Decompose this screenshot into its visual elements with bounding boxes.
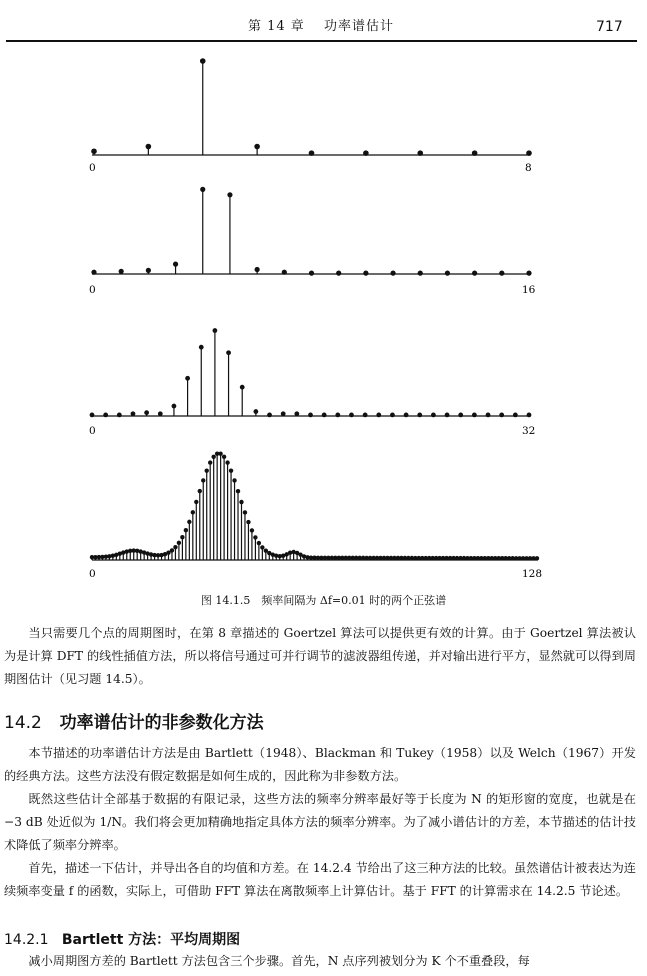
stem-point <box>472 412 477 417</box>
stem-point <box>236 489 240 493</box>
stem-point <box>363 271 368 276</box>
stem-point <box>184 528 188 532</box>
stem-point <box>294 411 299 416</box>
stem-point <box>211 455 215 459</box>
stem-point <box>144 410 149 415</box>
stem-point <box>431 412 436 417</box>
stem-point <box>335 412 340 417</box>
stem-point <box>199 345 204 350</box>
section-title: 功率谱估计的非参数化方法 <box>59 713 264 733</box>
stem-point <box>229 469 233 473</box>
x-tick-label: 16 <box>522 284 536 296</box>
stem-point <box>213 328 218 333</box>
stem-point <box>91 270 96 275</box>
x-tick-label: 32 <box>522 425 536 437</box>
stem-point <box>486 412 491 417</box>
stem-point <box>170 548 174 552</box>
stem-point <box>445 412 450 417</box>
x-tick-label: 128 <box>522 568 543 580</box>
stem-point <box>513 412 518 417</box>
paragraph-intro: 本节描述的功率谱估计方法是由 Bartlett（1948）、Blackman 和 Tukey（1958）以及 Welch（1967）开发的经典方法。这些方法没有假定数据是如何生成的，因此称为非参数方法。 <box>4 746 636 783</box>
stem-point <box>250 528 254 532</box>
stem-point <box>309 271 314 276</box>
stem-point <box>172 404 177 409</box>
stem-point <box>239 500 243 504</box>
stem-point <box>390 412 395 417</box>
stem-point <box>131 411 136 416</box>
subsection-number: 14.2.1 <box>4 932 49 948</box>
stem-point <box>119 269 124 274</box>
stem-point <box>257 541 261 545</box>
stem-point <box>267 412 272 417</box>
paragraph-resolution: 既然这些估计全部基于数据的有限记录，这些方法的频率分辨率最好等于长度为 N 的矩形窗的宽度，也就是在 −3 dB 处近似为 1/N。我们将会更加精确地指定具体方法的频率分辨率。为了减小谱估计的方差，本节描述的估计技术降低了频率分辨率。 <box>4 792 636 852</box>
stem-point <box>158 411 163 416</box>
stem-point <box>198 489 202 493</box>
stem-point <box>227 192 232 197</box>
stem-plot-128 <box>89 452 542 580</box>
stem-point <box>225 460 229 464</box>
stem-point <box>200 187 205 192</box>
stem-point <box>191 510 195 514</box>
stem-point <box>363 412 368 417</box>
stem-point <box>499 271 504 276</box>
stem-point <box>218 452 222 456</box>
stem-point <box>417 150 423 156</box>
x-tick-label: 8 <box>525 162 532 174</box>
stem-point <box>103 412 108 417</box>
header-rule <box>6 40 637 42</box>
stem-point <box>472 271 477 276</box>
stem-point <box>240 385 245 390</box>
stem-point <box>322 412 327 417</box>
stem-point <box>243 510 247 514</box>
stem-point <box>499 412 504 417</box>
stem-point <box>417 412 422 417</box>
stem-point <box>177 541 181 545</box>
stem-point <box>363 150 369 156</box>
stem-point <box>185 376 190 381</box>
stem-point <box>201 478 205 482</box>
page-header <box>0 0 647 44</box>
stem-point <box>445 271 450 276</box>
x-tick-label: 0 <box>89 162 96 174</box>
stem-point <box>526 150 532 156</box>
subsection-heading <box>4 929 240 949</box>
stem-point <box>90 412 95 417</box>
stem-point <box>390 271 395 276</box>
stem-point <box>404 412 409 417</box>
stem-point <box>535 556 539 560</box>
stem-point <box>146 144 152 150</box>
stem-point <box>309 150 315 156</box>
stem-point <box>91 148 97 154</box>
stem-point <box>226 350 231 355</box>
stem-point <box>146 268 151 273</box>
stem-point <box>180 535 184 539</box>
stem-point <box>253 535 257 539</box>
stem-point <box>208 460 212 464</box>
paragraph-bartlett: 减小周期图方差的 Bartlett 方法包含三个步骤。首先，N 点序列被划分为 K 个不重叠段，每 <box>28 954 530 968</box>
page-number: 717 <box>596 19 623 35</box>
x-tick-label: 0 <box>89 425 96 437</box>
stem-point <box>194 500 198 504</box>
x-tick-label: 0 <box>89 284 96 296</box>
stem-point <box>205 468 209 472</box>
stem-plots-figure <box>0 44 647 589</box>
stem-point <box>255 267 260 272</box>
stem-point <box>232 478 236 482</box>
stem-point <box>458 412 463 417</box>
stem-point <box>336 271 341 276</box>
stem-point <box>254 144 260 150</box>
section-number: 14.2 <box>4 713 42 733</box>
stem-point <box>418 271 423 276</box>
stem-plot-8 <box>89 58 532 174</box>
stem-point <box>308 412 313 417</box>
stem-plot-32 <box>89 328 535 437</box>
stem-point <box>376 412 381 417</box>
stem-point <box>349 412 354 417</box>
stem-point <box>253 409 258 414</box>
figure-caption: 图 14.1.5 频率间隔为 Δf=0.01 时的两个正弦谱 <box>200 594 447 607</box>
stem-point <box>187 520 191 524</box>
stem-point <box>260 545 264 549</box>
x-tick-label: 0 <box>89 568 96 580</box>
stem-point <box>246 520 250 524</box>
stem-point <box>173 545 177 549</box>
chapter-title: 第 14 章 功率谱估计 <box>248 19 394 34</box>
stem-point <box>173 262 178 267</box>
stem-point <box>472 150 478 156</box>
stem-point <box>281 411 286 416</box>
stem-plot-16 <box>89 187 536 296</box>
stem-point <box>222 455 226 459</box>
stem-point <box>282 270 287 275</box>
stem-point <box>200 58 206 64</box>
subsection-title: Bartlett 方法：平均周期图 <box>61 932 241 948</box>
paragraph-goertzel: 当只需要几个点的周期图时，在第 8 章描述的 Goertzel 算法可以提供更有效的计算。由于 Goertzel 算法被认为是计算 DFT 的线性插值方法，所以将信号通过可并行调节的滤波器组传递，并对输出进行平方，显然就可以得到周期图估计（见习题 14.5）。 <box>4 626 636 686</box>
paragraph-outline: 首先，描述一下估计，并导出各自的均值和方差。在 14.2.4 节给出了这三种方法的比较。虽然谱估计被表达为连续频率变量 f 的函数，实际上，可借助 FFT 算法在离散频率上计算估计。基于 FFT 的计算需求在 14.2.5 节论述。 <box>4 861 636 898</box>
stem-point <box>527 412 532 417</box>
stem-point <box>526 271 531 276</box>
section-heading <box>4 708 264 733</box>
stem-point <box>117 412 122 417</box>
